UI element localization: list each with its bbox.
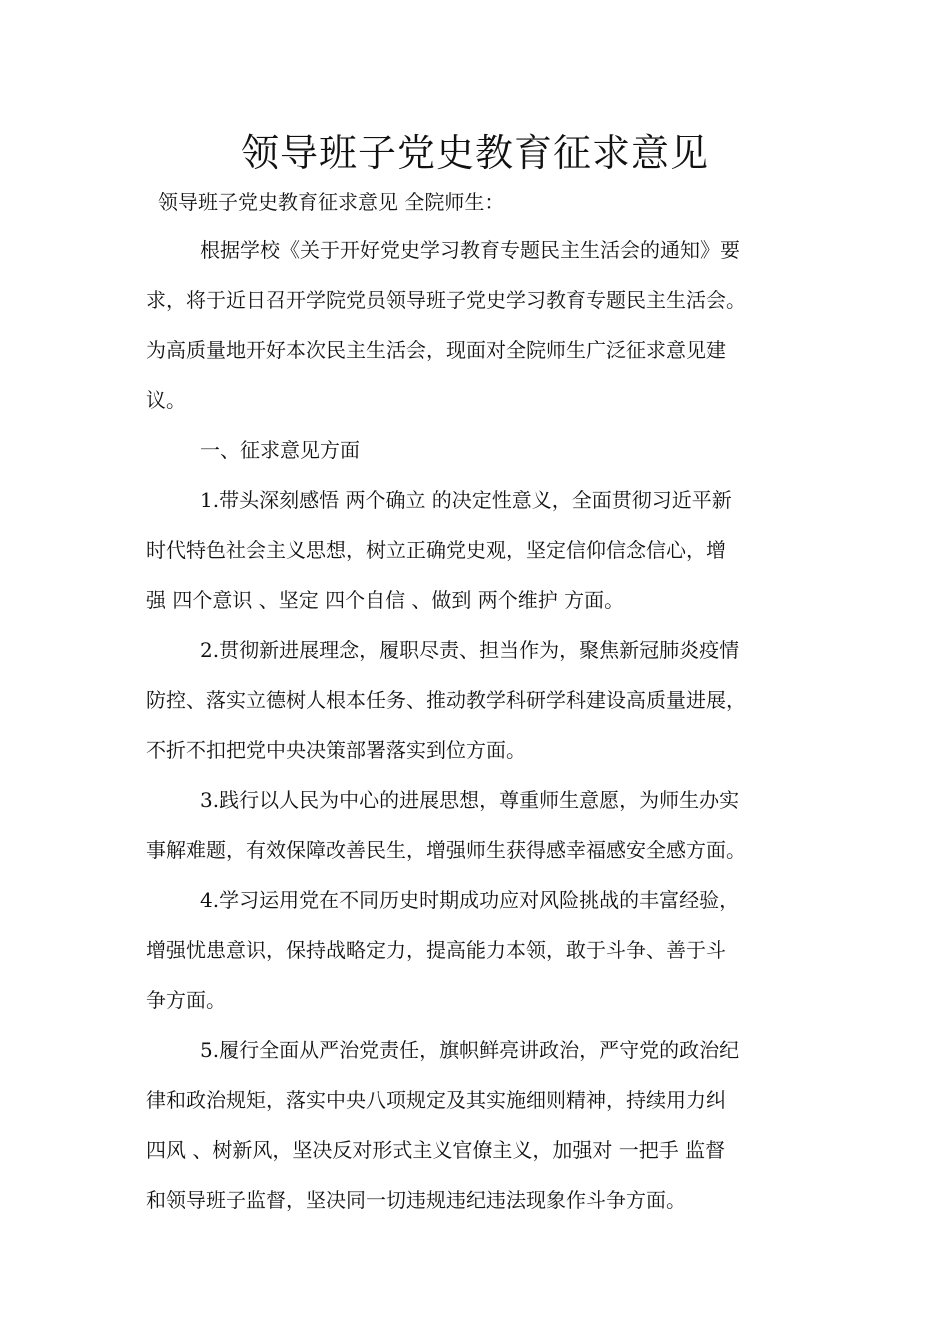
document-title: 领导班子党史教育征求意见 (240, 131, 709, 175)
paragraph-line: 时代特色社会主义思想，树立正确党史观，坚定信仰信念信心，增 (146, 538, 726, 562)
paragraph-line: 3.践行以人民为中心的进展思想，尊重师生意愿，为师生办实 (200, 788, 740, 812)
paragraph-line: 2.贯彻新进展理念，履职尽责、担当作为，聚焦新冠肺炎疫情 (200, 638, 740, 662)
paragraph-line: 根据学校《关于开好党史学习教育专题民主生活会的通知》要 (200, 238, 740, 262)
paragraph-line: 争方面。 (146, 988, 226, 1012)
paragraph-line: 律和政治规矩，落实中央八项规定及其实施细则精神，持续用力纠 (146, 1088, 726, 1112)
paragraph-line: 1.带头深刻感悟 两个确立 的决定性意义，全面贯彻习近平新 (200, 488, 732, 512)
paragraph-line: 和领导班子监督，坚决同一切违规违纪违法现象作斗争方面。 (146, 1188, 686, 1212)
paragraph-line: 防控、落实立德树人根本任务、推动教学科研学科建设高质量进展， (146, 688, 746, 712)
document-subhead: 领导班子党史教育征求意见 全院师生： (158, 190, 505, 214)
paragraph-line: 为高质量地开好本次民主生活会，现面对全院师生广泛征求意见建 (146, 338, 726, 362)
paragraph-line: 增强忧患意识，保持战略定力，提高能力本领，敢于斗争、善于斗 (146, 938, 726, 962)
paragraph-line: 议。 (146, 388, 186, 412)
paragraph-line: 不折不扣把党中央决策部署落实到位方面。 (146, 738, 526, 762)
paragraph-line: 5.履行全面从严治党责任，旗帜鲜亮讲政治，严守党的政治纪 (200, 1038, 740, 1062)
paragraph-line: 强 四个意识 、坚定 四个自信 、做到 两个维护 方面。 (146, 588, 625, 612)
paragraph-line: 四风 、树新风，坚决反对形式主义官僚主义，加强对 一把手 监督 (146, 1138, 726, 1162)
paragraph-line: 事解难题，有效保障改善民生，增强师生获得感幸福感安全感方面。 (146, 838, 746, 862)
paragraph-line: 求，将于近日召开学院党员领导班子党史学习教育专题民主生活会。 (146, 288, 746, 312)
section-heading: 一、征求意见方面 (200, 438, 360, 462)
paragraph-line: 4.学习运用党在不同历史时期成功应对风险挑战的丰富经验， (200, 888, 740, 912)
